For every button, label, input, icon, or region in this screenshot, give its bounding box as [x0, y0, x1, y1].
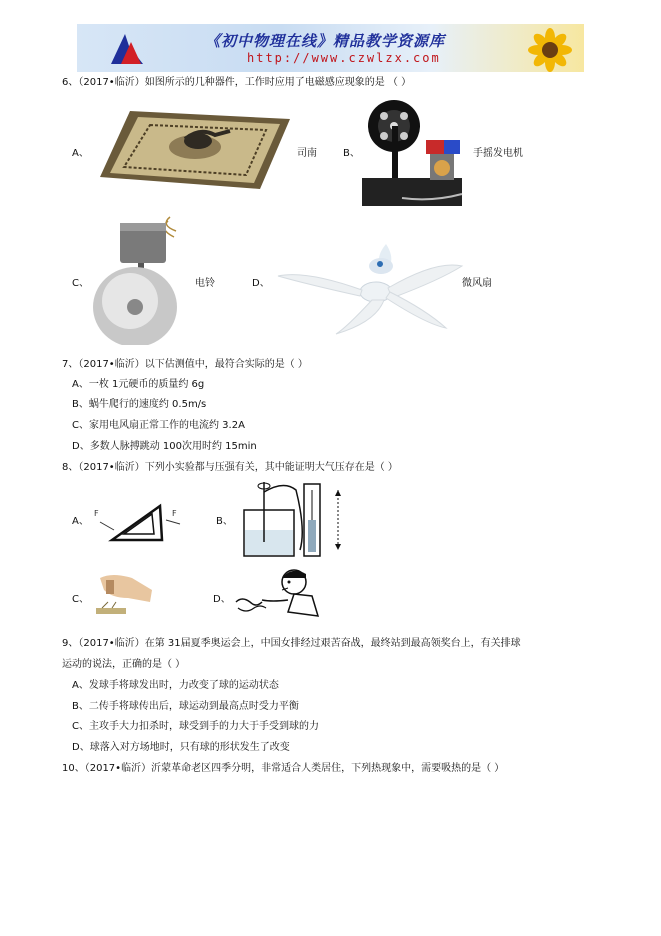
q9-stem-line1: 9、（2017•临沂）在第 31届夏季奥运会上，中国女排经过艰苦奋战，最终站到最高领奖台上，有关排球 — [62, 638, 521, 649]
hand-generator-image — [362, 98, 467, 208]
q9-option-c: C、主攻手大力扣杀时，球受到手的力大于手受到球的力 — [72, 721, 319, 732]
q9-option-a: A、发球手将球发出时，力改变了球的运动状态 — [72, 680, 279, 691]
q7-option-a: A、一枚 1元硬币的质量约 6g — [72, 379, 205, 390]
q7-option-d: D、多数人脉搏跳动 100次用时约 15min — [72, 441, 257, 452]
ceiling-fan-image — [276, 240, 466, 335]
q6-option-b-label: 手摇发电机 — [473, 148, 523, 159]
header-banner — [77, 24, 584, 72]
q6-option-a-label: 司南 — [297, 148, 317, 159]
q8-option-a-letter: A、 — [72, 516, 89, 527]
compass-sinan-image — [90, 101, 295, 191]
q7-option-c: C、家用电风扇正常工作的电流约 3.2A — [72, 420, 245, 431]
q6-stem: 6、（2017•临沂）如图所示的几种器件，工作时应用了电磁感应现象的是 （ ） — [62, 77, 412, 88]
q6-option-b-letter: B、 — [343, 148, 360, 159]
q7-option-b: B、蜗牛爬行的速度约 0.5m/s — [72, 399, 207, 410]
q9-option-d: D、球落入对方场地时，只有球的形状发生了改变 — [72, 742, 290, 753]
q8-option-b-letter: B、 — [216, 516, 233, 527]
q10-stem: 10、（2017•临沂）沂蒙革命老区四季分明，非常适合人类居住，下列热现象中，需要吸热的是（ ） — [62, 763, 505, 774]
pressure-gauge-experiment-image — [234, 480, 354, 560]
sunflower-icon — [517, 24, 584, 72]
q6-option-a-letter: A、 — [72, 148, 89, 159]
q8-option-c-letter: C、 — [72, 594, 89, 605]
logo-icon — [107, 28, 147, 68]
q9-option-b: B、二传手将球传出后，球运动到最高点时受力平衡 — [72, 701, 299, 712]
q6-option-d-letter: D、 — [252, 278, 270, 289]
banner-url: http://www.czwlzx.com — [247, 51, 441, 65]
banner-title: 《初中物理在线》精品教学资源库 — [205, 32, 446, 50]
svg-text:F: F — [172, 509, 177, 518]
svg-text:F: F — [94, 509, 99, 518]
q8-stem: 8、（2017•临沂）下列小实验都与压强有关，其中能证明大气压存在是（ ） — [62, 462, 398, 473]
hand-pressing-card-image — [92, 568, 157, 618]
q7-stem: 7、（2017•临沂）以下估测值中，最符合实际的是（ ） — [62, 359, 308, 370]
q6-option-c-letter: C、 — [72, 278, 89, 289]
q6-option-c-label: 电铃 — [195, 278, 215, 289]
q8-option-d-letter: D、 — [213, 594, 231, 605]
triangle-ruler-experiment-image — [92, 500, 187, 545]
q9-stem-line2: 运动的说法，正确的是（ ） — [62, 659, 186, 670]
q6-option-d-label: 微风扇 — [462, 278, 492, 289]
boy-blowing-paper-image — [232, 566, 322, 626]
electric-bell-image — [90, 215, 180, 345]
